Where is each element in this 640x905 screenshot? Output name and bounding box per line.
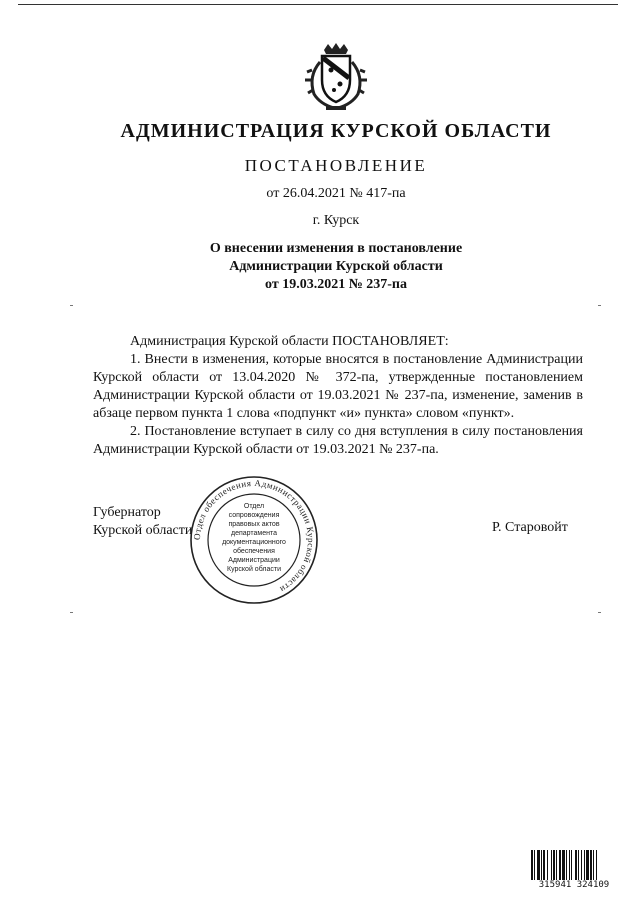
signatory-position — [93, 504, 192, 540]
position-line: Губернатор — [93, 505, 161, 520]
document-body — [93, 333, 583, 459]
document-type: ПОСТАНОВЛЕНИЕ — [244, 156, 428, 175]
subject-line: от 19.03.2021 № 237-па — [265, 277, 407, 292]
margin-mark — [70, 612, 73, 613]
margin-mark — [598, 612, 601, 613]
org-title: АДМИНИСТРАЦИЯ КУРСКОЙ ОБЛАСТИ — [120, 120, 552, 142]
barcode-number: 315941 324109 — [530, 880, 618, 890]
document-place: г. Курск — [312, 213, 360, 228]
subject-line: Администрации Курской области — [229, 259, 443, 274]
stamp-line: Курской области — [227, 566, 281, 573]
stamp-line: департамента — [230, 530, 278, 537]
body-item-2: 2. Постановление вступает в силу со дня вступления в силу постановления Администрации Курской области от 19.03.2021 № 237-па. — [93, 424, 583, 457]
body-item-1: 1. Внести в изменения, которые вносятся в постановление Администрации Курской области от 13.04.2020 № 372-па, утвержденные постановлением Администрации Курской области от 19.03.2021 № 237-па, изменение, заменив в абзаце первом пункта 1 слова «подпункт «и» пункта» словом «пункт». — [93, 352, 583, 421]
signatory-name: Р. Старовойт — [492, 520, 568, 535]
subject-line: О внесении изменения в постановление — [209, 241, 463, 256]
coat-of-arms-icon — [300, 42, 372, 114]
stamp-outer-text: Отдел обеспечения Администрации Курской области — [191, 477, 317, 595]
official-stamp — [188, 474, 320, 606]
margin-mark — [70, 305, 73, 306]
stamp-line: правовых актов — [228, 521, 280, 528]
stamp-line: обеспечения — [233, 548, 275, 555]
top-rule — [18, 4, 618, 5]
margin-mark — [598, 305, 601, 306]
stamp-line: сопровождения — [228, 512, 280, 519]
document-date-number: от 26.04.2021 № 417-па — [266, 186, 406, 201]
preamble: Администрация Курской области ПОСТАНОВЛЯЕТ: — [130, 334, 449, 349]
document-subject — [0, 240, 640, 294]
position-line: Курской области — [93, 523, 193, 538]
stamp-line: Отдел — [243, 503, 265, 510]
stamp-line: документационного — [222, 539, 286, 546]
stamp-line: Администрации — [228, 557, 280, 564]
